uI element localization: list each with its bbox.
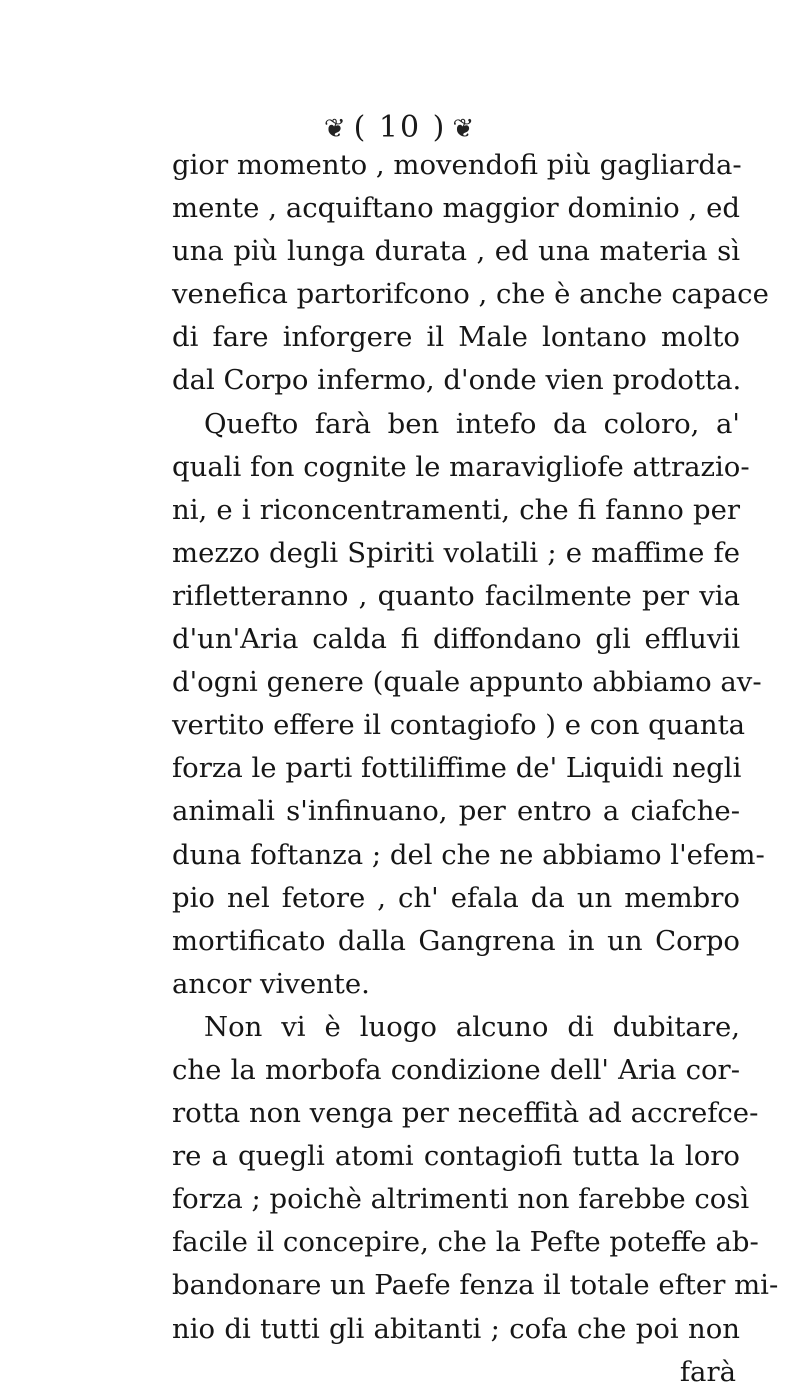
- catchword: farà: [679, 1355, 736, 1388]
- text-line: ni, e i riconcentramenti, che fi fanno per: [172, 493, 740, 526]
- text-line: che la morbofa condizione dell' Aria cor-: [172, 1053, 740, 1086]
- text-line: rotta non venga per neceffità ad accrefce-: [172, 1097, 759, 1130]
- body-text: [172, 144, 779, 1394]
- text-line: mente , acquiftano maggior dominio , ed: [172, 192, 740, 225]
- text-line: d'ogni genere (quale appunto abbiamo av-: [172, 666, 762, 699]
- text-line: una più lunga durata , ed una materia sì: [172, 235, 740, 268]
- text-line: di fare inforgere il Male lontano molto: [172, 321, 740, 354]
- fleuron-right-icon: ❦: [452, 114, 477, 144]
- text-line: Quefto farà ben intefo da coloro, a': [204, 407, 740, 440]
- text-line: mezzo degli Spiriti volatili ; e maffime fe: [172, 536, 740, 569]
- page-header: [0, 110, 800, 145]
- text-line: forza ; poichè altrimenti non farebbe così: [172, 1183, 750, 1216]
- text-line: animali s'infinuano, per entro a ciafche-: [172, 795, 740, 828]
- fleuron-left-icon: ❦: [323, 114, 348, 144]
- text-line: quali fon cognite le maravigliofe attrazio-: [172, 450, 750, 483]
- text-line: re a quegli atomi contagiofi tutta la loro: [172, 1140, 740, 1173]
- text-line: Non vi è luogo alcuno di dubitare,: [204, 1010, 740, 1043]
- text-line: dal Corpo infermo, d'onde vien prodotta.: [172, 364, 742, 397]
- text-line: venefica partorifcono , che è anche capace: [172, 278, 769, 311]
- text-line: gior momento , movendofi più gagliarda-: [172, 149, 742, 181]
- text-line: vertito effere il contagiofo ) e con quanta: [172, 709, 746, 742]
- text-line: mortificato dalla Gangrena in un Corpo: [172, 924, 740, 957]
- text-line: rifletteranno , quanto facilmente per via: [172, 579, 740, 612]
- text-line: facile il concepire, che la Pefte poteffe ab-: [172, 1226, 759, 1259]
- text-line: duna foftanza ; del che ne abbiamo l'efem-: [172, 838, 765, 871]
- text-line: bandonare un Paefe fenza il totale efter mi-: [172, 1269, 779, 1302]
- text-line: forza le parti fottiliffime de' Liquidi negli: [172, 752, 742, 785]
- text-line: nio di tutti gli abitanti ; cofa che poi non: [172, 1312, 740, 1345]
- text-line: pio nel fetore , ch' efala da un membro: [172, 881, 740, 914]
- text-line: ancor vivente.: [172, 967, 370, 1000]
- page-number: ( 10 ): [353, 110, 447, 145]
- text-line: d'un'Aria calda fi diffondano gli effluvii: [172, 623, 740, 656]
